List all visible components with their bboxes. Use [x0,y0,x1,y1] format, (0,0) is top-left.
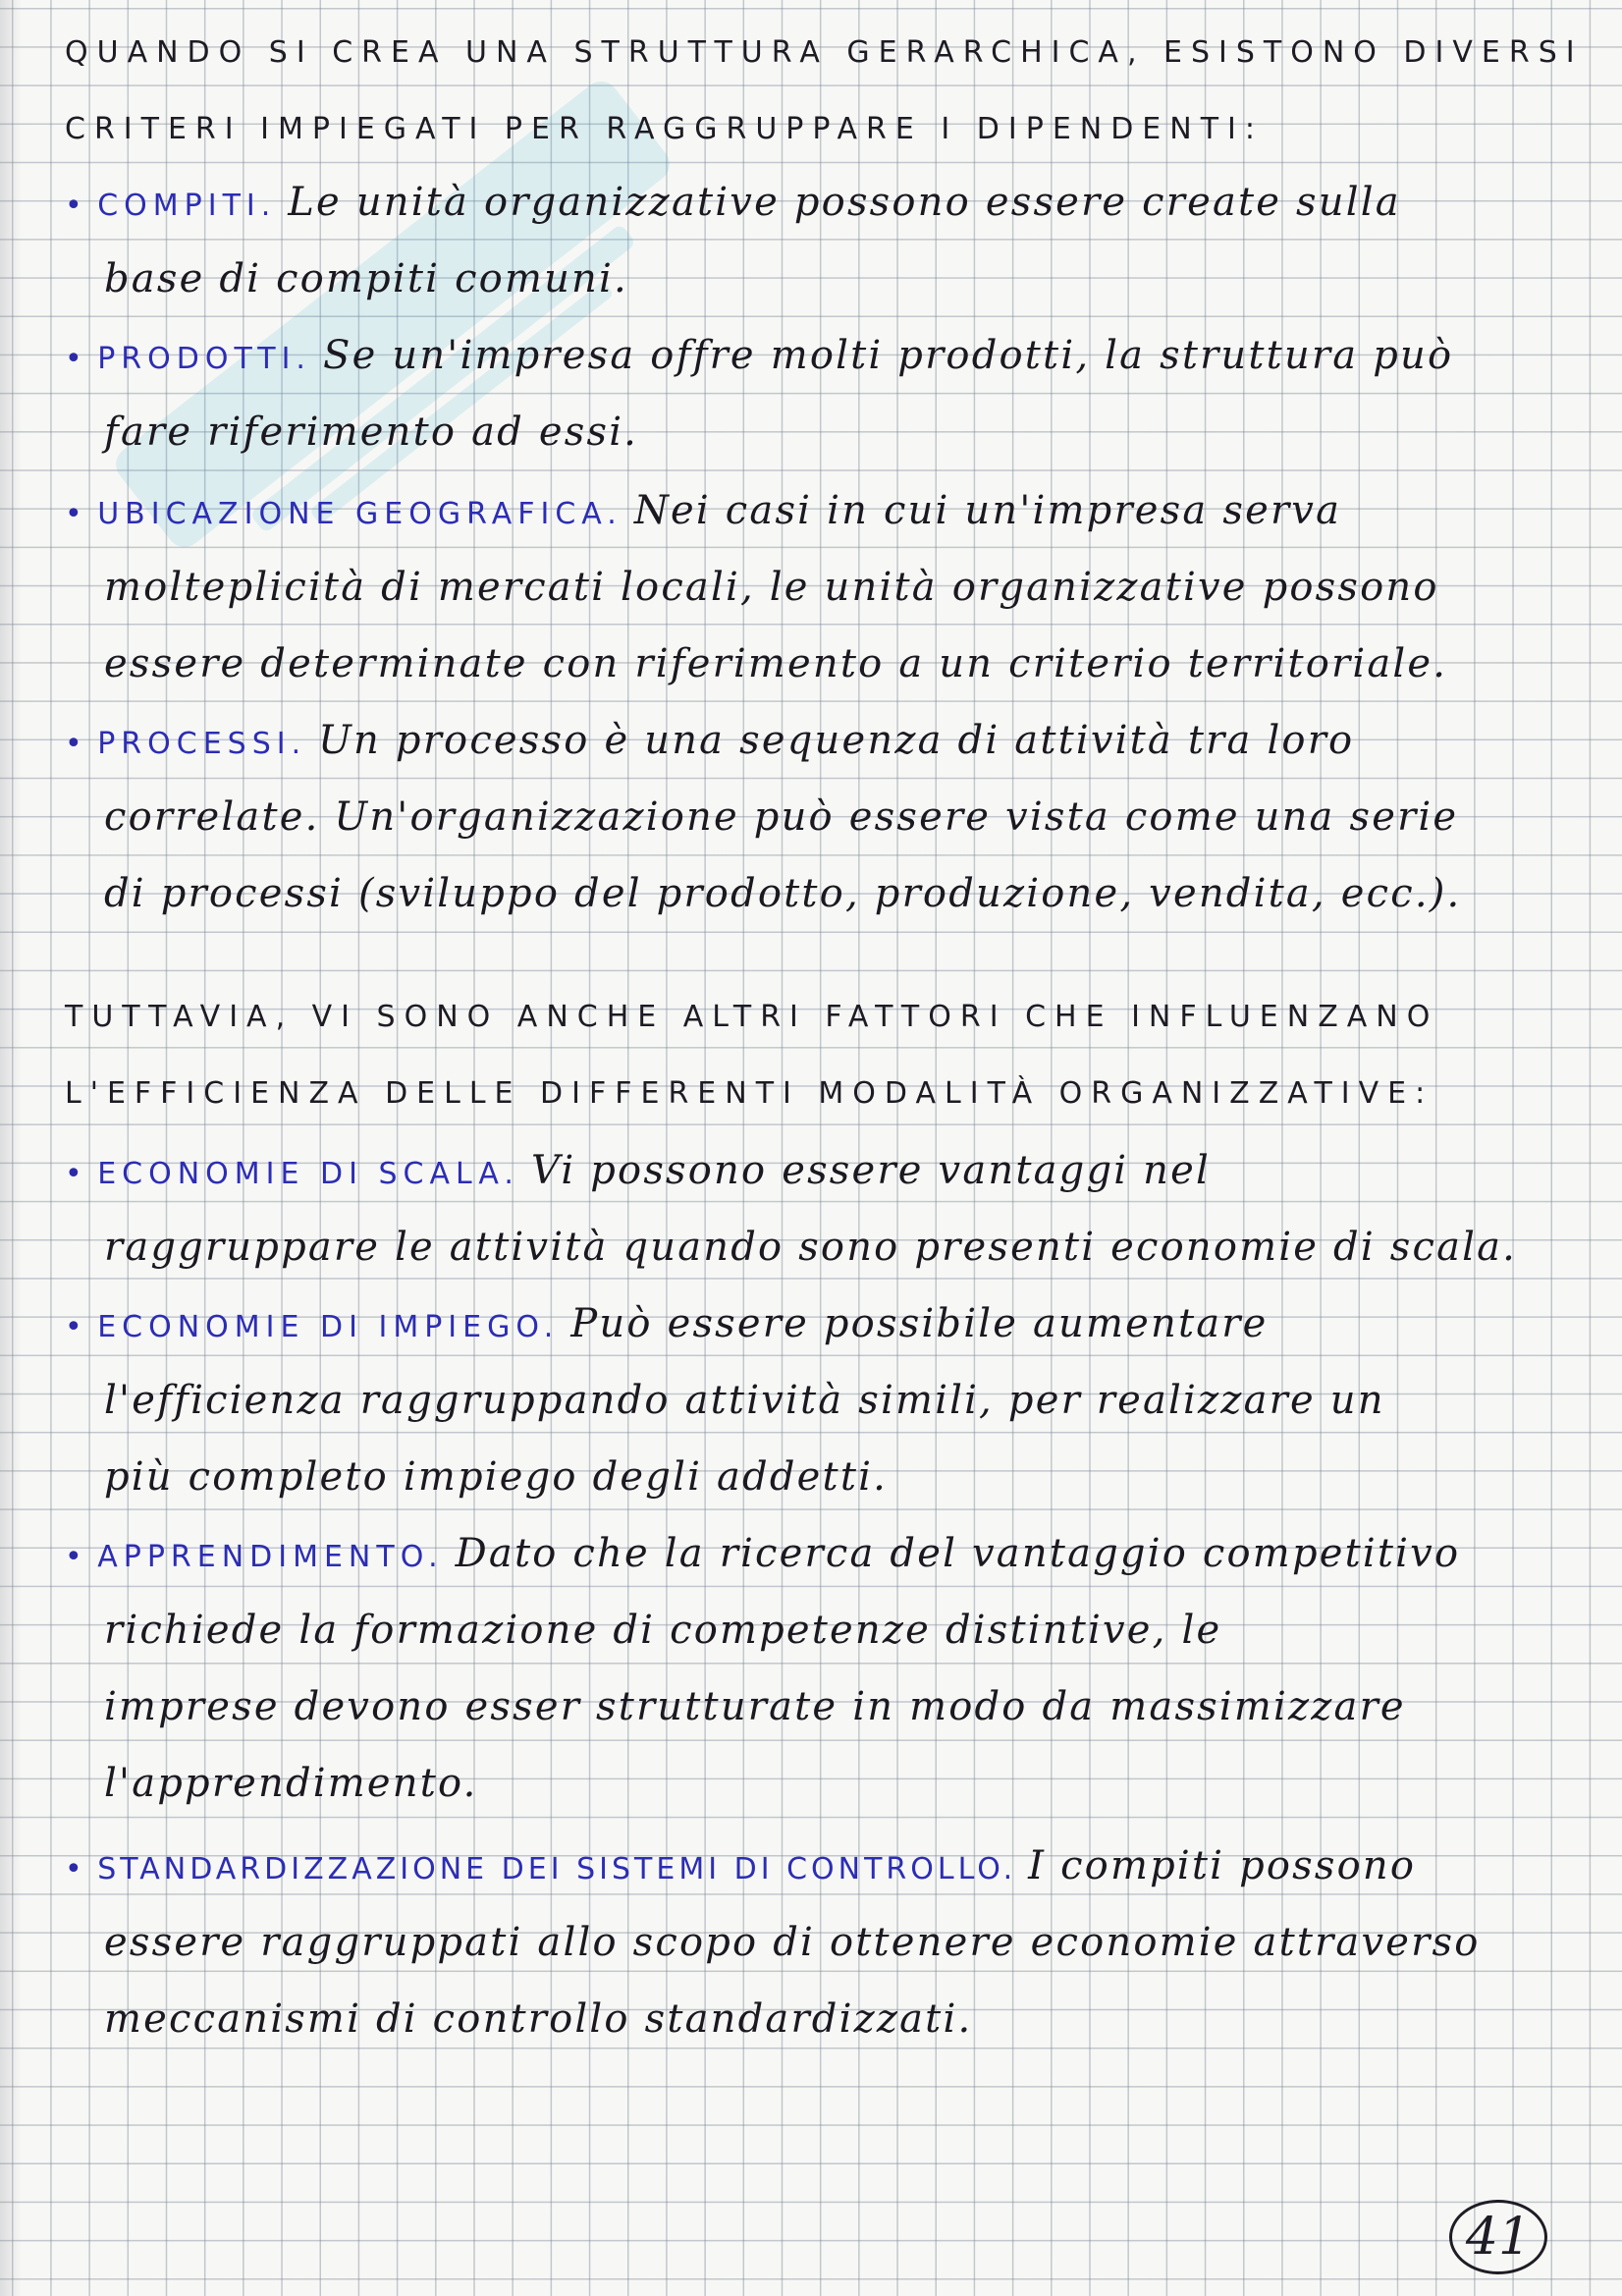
factor-text: l'efficienza raggruppando attività simili, per realizzare un [104,1378,1385,1423]
page-number: 41 [1449,2200,1547,2274]
bullet-icon: • [65,189,84,223]
bullet-icon: • [65,727,84,761]
factor-text: Può essere possibile aumentare [570,1301,1269,1346]
criterion-text: fare riferimento ad essi. [104,410,639,455]
bullet-icon: • [65,1540,84,1574]
intro-line-2: CRITERI IMPIEGATI PER RAGGRUPPARE I DIPENDENTI: [65,112,1264,146]
criterion-processi [65,717,1354,768]
page-binding-edge [0,0,22,2296]
factor-term: STANDARDIZZAZIONE DEI SISTEMI DI CONTROLLO. [97,1852,1017,1886]
criterion-ubicazione [65,487,1341,538]
factor-text: più completo impiego degli addetti. [104,1454,888,1500]
factor-standardizzazione [65,1842,1416,1893]
criterion-prodotti [65,332,1453,383]
criterion-text: Se un'impresa offre molti prodotti, la struttura può [322,333,1454,378]
bullet-icon: • [65,1852,84,1886]
transition-line-1: TUTTAVIA, VI SONO ANCHE ALTRI FATTORI CHE INFLUENZANO [65,1000,1439,1034]
criterion-term: PROCESSI. [97,727,307,761]
transition-line-2: L'EFFICIENZA DELLE DIFFERENTI MODALITÀ ORGANIZZATIVE: [65,1076,1434,1111]
factor-text: Dato che la ricerca del vantaggio competitivo [455,1531,1461,1576]
criterion-text: molteplicità di mercati locali, le unità organizzative possono [104,565,1439,610]
criterion-text: di processi (sviluppo del prodotto, produzione, vendita, ecc.). [104,871,1462,916]
bullet-icon: • [65,1310,84,1344]
criterion-text: base di compiti comuni. [104,256,628,301]
criterion-compiti [65,179,1401,230]
criterion-term: COMPITI. [97,189,277,223]
factor-text: imprese devono esser strutturate in modo da massimizzare [104,1684,1406,1729]
criterion-text: correlate. Un'organizzazione può essere vista come una serie [104,794,1459,840]
factor-term: ECONOMIE DI SCALA. [97,1157,519,1191]
bullet-icon: • [65,497,84,531]
factor-economie-scala [65,1147,1211,1198]
factor-text: Vi possono essere vantaggi nel [530,1148,1211,1193]
bullet-icon: • [65,342,84,376]
intro-line-1: QUANDO SI CREA UNA STRUTTURA GERARCHICA, ESISTONO DIVERSI [65,35,1584,70]
criterion-term: UBICAZIONE GEOGRAFICA. [97,497,622,531]
criterion-text: essere determinate con riferimento a un criterio territoriale. [104,641,1448,686]
factor-apprendimento [65,1530,1460,1581]
factor-text: l'apprendimento. [104,1761,478,1806]
criterion-text: Un processo è una sequenza di attività tra loro [318,718,1355,763]
factor-text: essere raggruppati allo scopo di ottenere economie attraverso [104,1920,1481,1965]
factor-text: I compiti possono [1028,1843,1417,1888]
factor-text: raggruppare le attività quando sono presenti economie di scala. [104,1225,1518,1270]
factor-text: meccanismi di controllo standardizzati. [104,1996,973,2042]
bullet-icon: • [65,1157,84,1191]
factor-economie-impiego [65,1300,1268,1351]
factor-text: richiede la formazione di competenze distintive, le [104,1608,1222,1653]
criterion-text: Le unità organizzative possono essere create sulla [288,180,1401,225]
factor-term: ECONOMIE DI IMPIEGO. [97,1310,560,1344]
factor-term: APPRENDIMENTO. [97,1540,444,1574]
criterion-text: Nei casi in cui un'impresa serva [633,488,1342,533]
criterion-term: PRODOTTI. [97,342,311,376]
